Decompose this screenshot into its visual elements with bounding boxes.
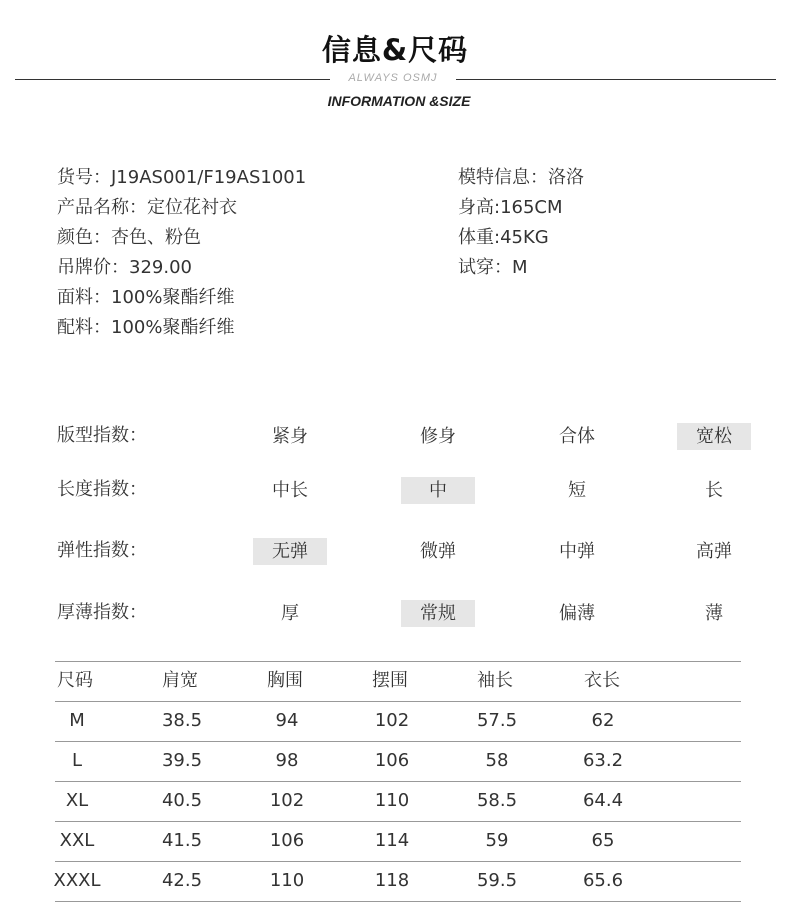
table-cell: 102 (374, 710, 410, 731)
table-cell: XL (65, 790, 89, 811)
table-cell: 110 (374, 790, 410, 811)
table-cell: 94 (275, 710, 299, 731)
table-header-cell: 胸围 (267, 670, 303, 691)
index-option: 高弹 (696, 541, 732, 562)
table-cell: 64.4 (582, 790, 624, 811)
table-header-cell: 摆围 (372, 670, 408, 691)
index-option: 厚 (281, 603, 299, 624)
table-cell: 59 (485, 830, 509, 851)
table-cell: 65.6 (582, 870, 624, 891)
detail-price: 吊牌价：329.00 (57, 257, 192, 278)
index-option: 长 (705, 480, 723, 501)
table-cell: M (69, 710, 85, 731)
index-option: 短 (568, 480, 586, 501)
table-cell: 110 (269, 870, 305, 891)
index-option: 偏薄 (559, 603, 595, 624)
table-cell: 98 (275, 750, 299, 771)
detail-lining: 配料：100%聚酯纤维 (57, 317, 235, 338)
index-row-length (0, 475, 790, 505)
detail-product-name: 产品名称：定位花衬衣 (57, 197, 237, 218)
table-cell: 114 (374, 830, 410, 851)
index-option: 修身 (420, 426, 456, 447)
header-divider-right (456, 79, 776, 80)
index-option: 合体 (559, 426, 595, 447)
index-option: 中弹 (559, 541, 595, 562)
table-cell: 62 (591, 710, 615, 731)
table-cell: 58.5 (476, 790, 518, 811)
index-option: 微弹 (420, 541, 456, 562)
index-label: 长度指数： (57, 479, 147, 500)
index-label: 版型指数： (57, 425, 147, 446)
table-cell: 41.5 (161, 830, 203, 851)
table-header-cell: 肩宽 (162, 670, 198, 691)
index-option-selected: 宽松 (677, 423, 751, 450)
table-cell: 106 (269, 830, 305, 851)
index-option: 薄 (705, 603, 723, 624)
table-cell: 65 (591, 830, 615, 851)
page-subtitle: INFORMATION &SIZE (327, 93, 471, 109)
index-row-fit (0, 421, 790, 451)
index-label: 弹性指数： (57, 540, 147, 561)
index-row-thickness (0, 598, 790, 628)
table-cell: 106 (374, 750, 410, 771)
table-divider (55, 901, 741, 902)
brand-tagline: ALWAYS OSMJ (348, 72, 438, 84)
index-option-selected: 中 (401, 477, 475, 504)
detail-weight: 体重:45KG (458, 227, 549, 248)
table-header-cell: 尺码 (57, 670, 93, 691)
table-cell: 102 (269, 790, 305, 811)
table-cell: XXL (59, 830, 95, 851)
index-option: 中长 (272, 480, 308, 501)
table-cell: 58 (485, 750, 509, 771)
table-cell: 63.2 (582, 750, 624, 771)
table-cell: 39.5 (161, 750, 203, 771)
table-cell: 40.5 (161, 790, 203, 811)
detail-color: 颜色：杏色、粉色 (57, 227, 201, 248)
page-title: 信息&尺码 (321, 33, 469, 67)
detail-fabric: 面料：100%聚酯纤维 (57, 287, 235, 308)
table-cell: 57.5 (476, 710, 518, 731)
detail-fit-size: 试穿：M (458, 257, 528, 278)
detail-model: 模特信息：洛洛 (458, 167, 584, 188)
detail-height: 身高:165CM (458, 197, 563, 218)
table-cell: 38.5 (161, 710, 203, 731)
model-details (458, 163, 584, 283)
index-option: 紧身 (272, 426, 308, 447)
index-label: 厚薄指数： (57, 602, 147, 623)
index-option-selected: 无弹 (253, 538, 327, 565)
table-cell: 118 (374, 870, 410, 891)
index-row-elasticity (0, 536, 790, 566)
table-cell: 42.5 (161, 870, 203, 891)
index-option-selected: 常规 (401, 600, 475, 627)
table-header-cell: 衣长 (584, 670, 620, 691)
table-cell: XXXL (53, 870, 101, 891)
detail-item-number: 货号：J19AS001/F19AS1001 (57, 167, 307, 188)
product-details (57, 163, 306, 343)
table-cell: L (71, 750, 83, 771)
table-cell: 59.5 (476, 870, 518, 891)
table-header-cell: 袖长 (477, 670, 513, 691)
header-divider-left (15, 79, 330, 80)
